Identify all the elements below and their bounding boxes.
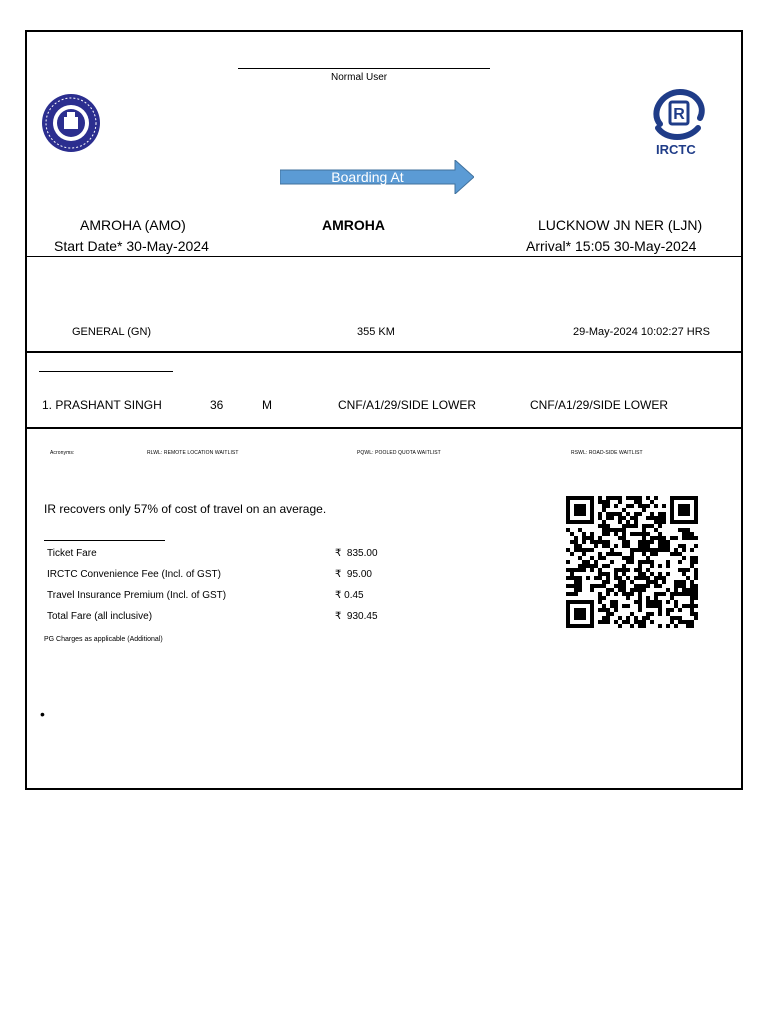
irctc-logo — [648, 84, 710, 160]
irctc-logo-icon — [648, 84, 710, 144]
quota: GENERAL (GN) — [72, 326, 152, 338]
divider-passenger — [25, 427, 743, 429]
irctc-logo-text: IRCTC — [656, 142, 696, 157]
fare-value-ticket: ₹ 835.00 — [335, 548, 378, 559]
fare-value-insurance: ₹ 0.45 — [335, 590, 364, 601]
current-status: CNF/A1/29/SIDE LOWER — [530, 398, 669, 412]
to-station: LUCKNOW JN NER (LJN) — [538, 217, 703, 233]
divider-journey — [25, 351, 743, 353]
fare-label-ticket: Ticket Fare — [47, 548, 97, 559]
passenger-header-line — [39, 371, 173, 372]
indian-railways-logo — [40, 92, 102, 154]
passenger-name: 1. PRASHANT SINGH — [42, 398, 162, 412]
indian-railways-emblem-icon — [40, 92, 102, 154]
booking-datetime: 29-May-2024 10:02:27 HRS — [573, 326, 710, 338]
distance: 355 KM — [357, 326, 395, 338]
svg-text:R: R — [673, 106, 685, 123]
acronyms-label: Acronyms: — [50, 450, 75, 456]
booking-status: CNF/A1/29/SIDE LOWER — [338, 398, 477, 412]
top-divider — [238, 68, 490, 69]
acronym-rlwl: RLWL: REMOTE LOCATION WAITLIST — [147, 450, 239, 456]
boarding-station: AMROHA — [322, 217, 385, 233]
qr-code — [566, 496, 698, 632]
passenger-gender: M — [262, 398, 272, 412]
cost-recovery-notice: IR recovers only 57% of cost of travel on an average. — [44, 502, 327, 516]
boarding-at-arrow — [280, 160, 474, 194]
start-date: Start Date* 30-May-2024 — [54, 238, 209, 254]
acronym-rswl: RSWL: ROAD-SIDE WAITLIST — [571, 450, 643, 456]
pg-charges-note: PG Charges as applicable (Additional) — [44, 636, 163, 643]
fare-value-total: ₹ 930.45 — [335, 611, 378, 622]
divider-header — [25, 256, 743, 257]
boarding-at-label: Boarding At — [331, 169, 404, 185]
acronym-pqwl: PQWL: POOLED QUOTA WAITLIST — [357, 450, 441, 456]
bullet-point: • — [40, 706, 45, 722]
fare-label-insurance: Travel Insurance Premium (Incl. of GST) — [47, 590, 227, 601]
passenger-age: 36 — [210, 398, 224, 412]
fare-label-convenience: IRCTC Convenience Fee (Incl. of GST) — [47, 569, 221, 580]
arrival-time: Arrival* 15:05 30-May-2024 — [526, 238, 697, 254]
from-station: AMROHA (AMO) — [80, 217, 186, 233]
user-type: Normal User — [331, 72, 388, 83]
qr-code-icon — [566, 496, 698, 632]
fare-header-line — [44, 540, 165, 541]
fare-label-total: Total Fare (all inclusive) — [47, 611, 153, 622]
fare-value-convenience: ₹ 95.00 — [335, 569, 372, 580]
